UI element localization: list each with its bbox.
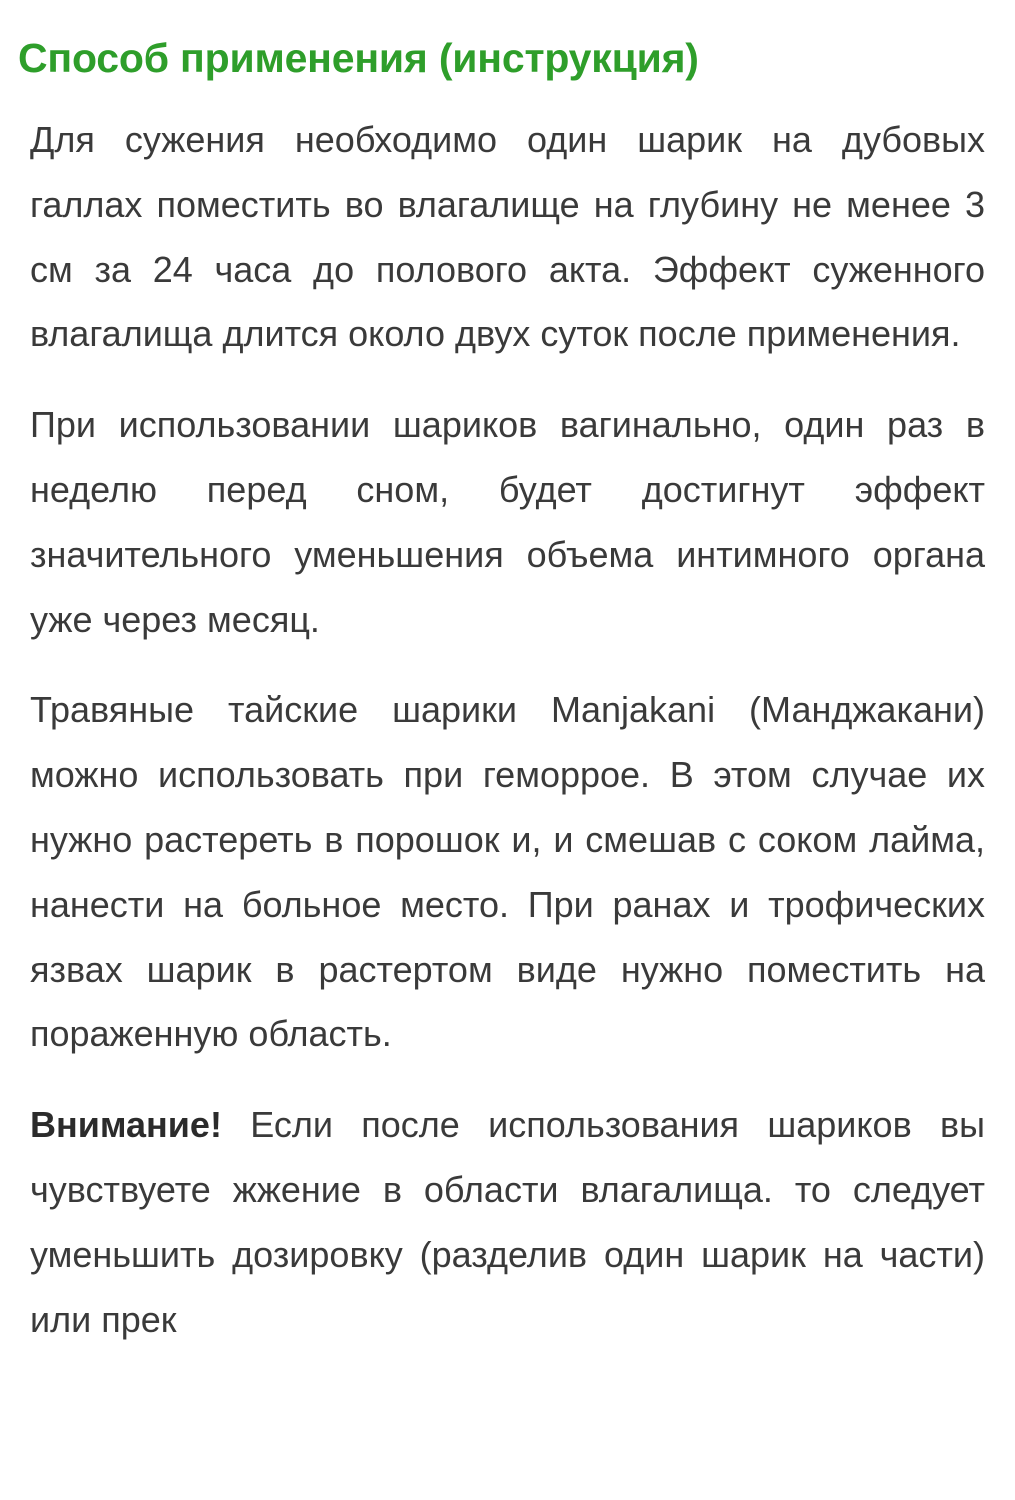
paragraph-weekly-usage: При использовании шариков вагинально, один раз в неделю перед сном, будет достигнут эффект значительного уменьшения объема интимного органа уже через месяц. xyxy=(30,404,985,640)
section-title: Способ применения (инструкция) xyxy=(18,35,699,81)
warning-text: Если после использования шариков вы чувствуете жжение в области влагалища. то следует уменьшить дозировку (разделив один шарик на части) или прек xyxy=(30,1104,985,1340)
paragraph-warning xyxy=(30,1093,985,1352)
warning-label: Внимание! xyxy=(30,1104,222,1146)
paragraph-hemorrhoid-usage: Травяные тайские шарики Manjakani (Манджакани) можно использовать при геморрое. В этом случае их нужно растереть в порошок и, и смешав с соком лайма, нанести на больное место. При ранах и трофических язвах шарик в растертом виде нужно поместить на пораженную область. xyxy=(30,689,985,1055)
paragraph-narrowing-usage: Для сужения необходимо один шарик на дубовых галлах поместить во влагалище на глубину не менее 3 см за 24 часа до полового акта. Эффект суженного влагалища длится около двух суток после применения. xyxy=(30,119,985,355)
